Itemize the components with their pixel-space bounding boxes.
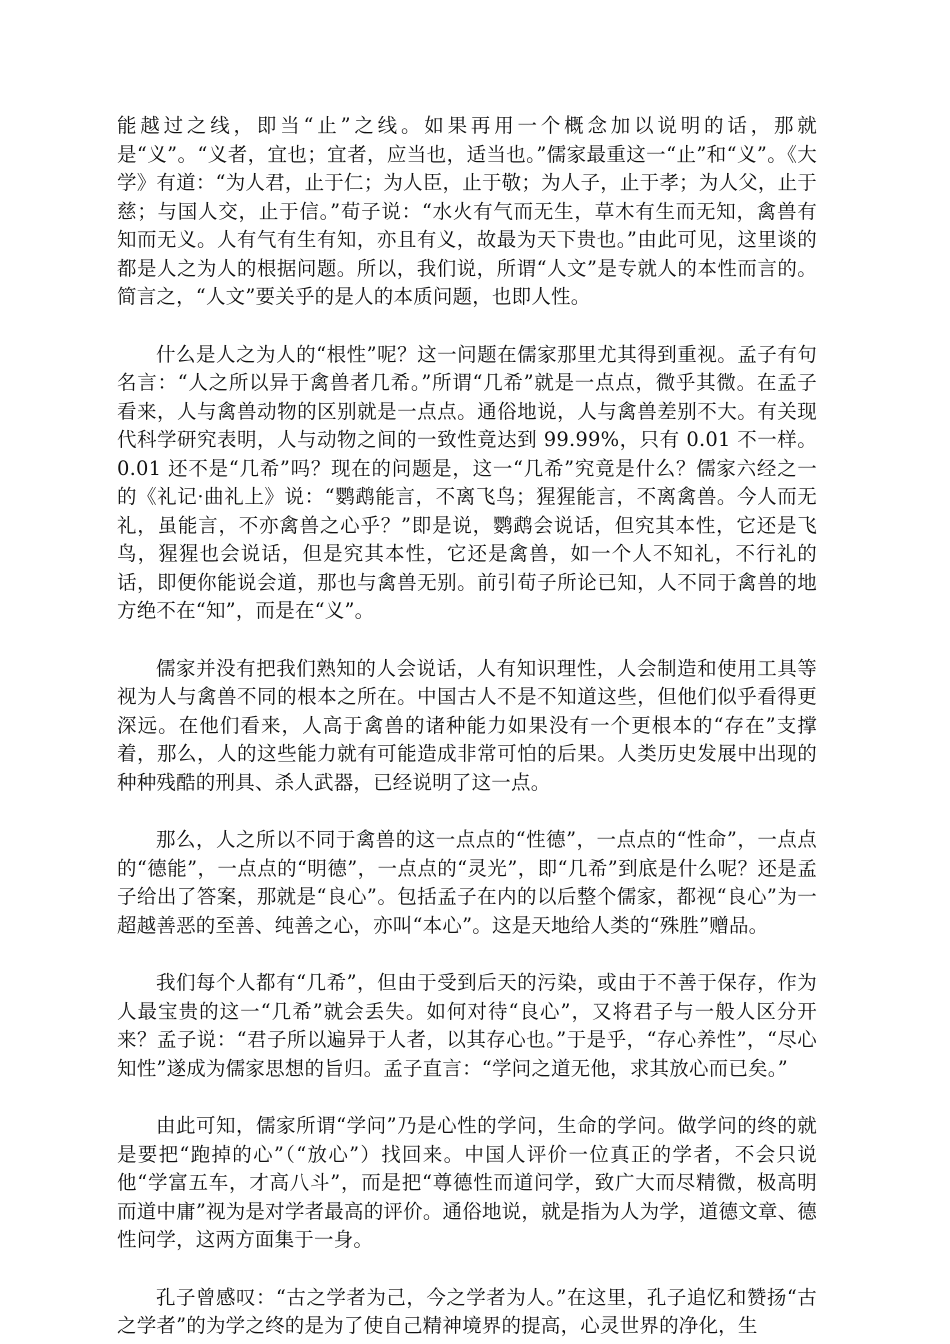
paragraph-gap [117, 797, 817, 826]
paragraph-gap [117, 1083, 817, 1112]
paragraph-1: 能越过之线，即当“止”之线。如果再用一个概念加以说明的话，那就是“义”。“义者，宜也；宜者，应当也，适当也。”儒家最重这一“止”和“义”。《大学》有道：“为人君，止于仁；为人臣，止于敬；为人子，止于孝；为人父，止于慈；与国人交，止于信。”荀子说：“水火有气而无生，草木有生而无知，禽兽有知而无义。人有气有生有知，亦且有义，故最为天下贵也。”由此可见，这里谈的都是人之为人的根据问题。所以，我们说，所谓“人文”是专就人的本性而言的。简言之，“人文”要关乎的是人的本质问题，也即人性。 [117, 114, 817, 308]
paragraph-5: 我们每个人都有“几希”，但由于受到后天的污染，或由于不善于保存，作为人最宝贵的这一“几希”就会丢失。如何对待“良心”，又将君子与一般人区分开来？孟子说：“君子所以遍异于人者，以其存心也。”于是乎，“存心养性”，“尽心知性”遂成为儒家思想的旨归。孟子直言：“学问之道无他，求其放心而已矣。” [117, 971, 817, 1080]
paragraph-2: 什么是人之为人的“根性”呢？这一问题在儒家那里尤其得到重视。孟子有句名言：“人之所以异于禽兽者几希。”所谓“几希”就是一点点，微乎其微。在孟子看来，人与禽兽动物的区别就是一点点。通俗地说，人与禽兽差别不大。有关现代科学研究表明，人与动物之间的一致性竟达到 99.99%，只有 0.01 不一样。0.01 还不是“几希”吗？现在的问题是，这一“几希”究竟是什么？儒家六经之一的《礼记·曲礼上》说：“鹦鹉能言，不离飞鸟；猩猩能言，不离禽兽。今人而无礼，虽能言，不亦禽兽之心乎？”即是说，鹦鹉会说话，但究其本性，它还是飞鸟，猩猩也会说话，但是究其本性，它还是禽兽，如一个人不知礼，不行礼的话，即便你能说会道，那也与禽兽无别。前引荀子所论已知，人不同于禽兽的地方绝不在“知”，而是在“义”。 [117, 342, 817, 622]
paragraph-7: 孔子曾感叹：“古之学者为己，今之学者为人。”在这里，孔子追忆和赞扬“古之学者”的为学之终的是为了使自己精神境界的提高，心灵世界的净化，生 [117, 1285, 817, 1337]
paragraph-gap [117, 626, 817, 655]
paragraph-gap [117, 1255, 817, 1284]
paragraph-3: 儒家并没有把我们熟知的人会说话，人有知识理性，人会制造和使用工具等视为人与禽兽不同的根本之所在。中国古人不是不知道这些，但他们似乎看得更深远。在他们看来，人高于禽兽的诸种能力如果没有一个更根本的“存在”支撑着，那么，人的这些能力就有可能造成非常可怕的后果。人类历史发展中出现的种种残酷的刑具、杀人武器，已经说明了这一点。 [117, 656, 817, 794]
paragraph-gap [117, 940, 817, 969]
paragraph-gap [117, 312, 817, 341]
paragraph-4: 那么，人之所以不同于禽兽的这一点点的“性德”，一点点的“性命”，一点点的“德能”，一点点的“明德”，一点点的“灵光”，即“几希”到底是什么呢？还是孟子给出了答案，那就是“良心”。包括孟子在内的以后整个儒家，都视“良心”为一超越善恶的至善、纯善之心，亦叫“本心”。这是天地给人类的“殊胜”赠品。 [117, 828, 817, 937]
document-page [117, 112, 817, 1341]
paragraph-6: 由此可知，儒家所谓“学问”乃是心性的学问，生命的学问。做学问的终的就是要把“跑掉的心”（“放心”）找回来。中国人评价一位真正的学者，不会只说他“学富五车，才高八斗”，而是把“尊德性而道问学，致广大而尽精微，极高明而道中庸”视为是对学者最高的评价。通俗地说，就是指为人为学，道德文章、德性问学，这两方面集于一身。 [117, 1114, 817, 1251]
